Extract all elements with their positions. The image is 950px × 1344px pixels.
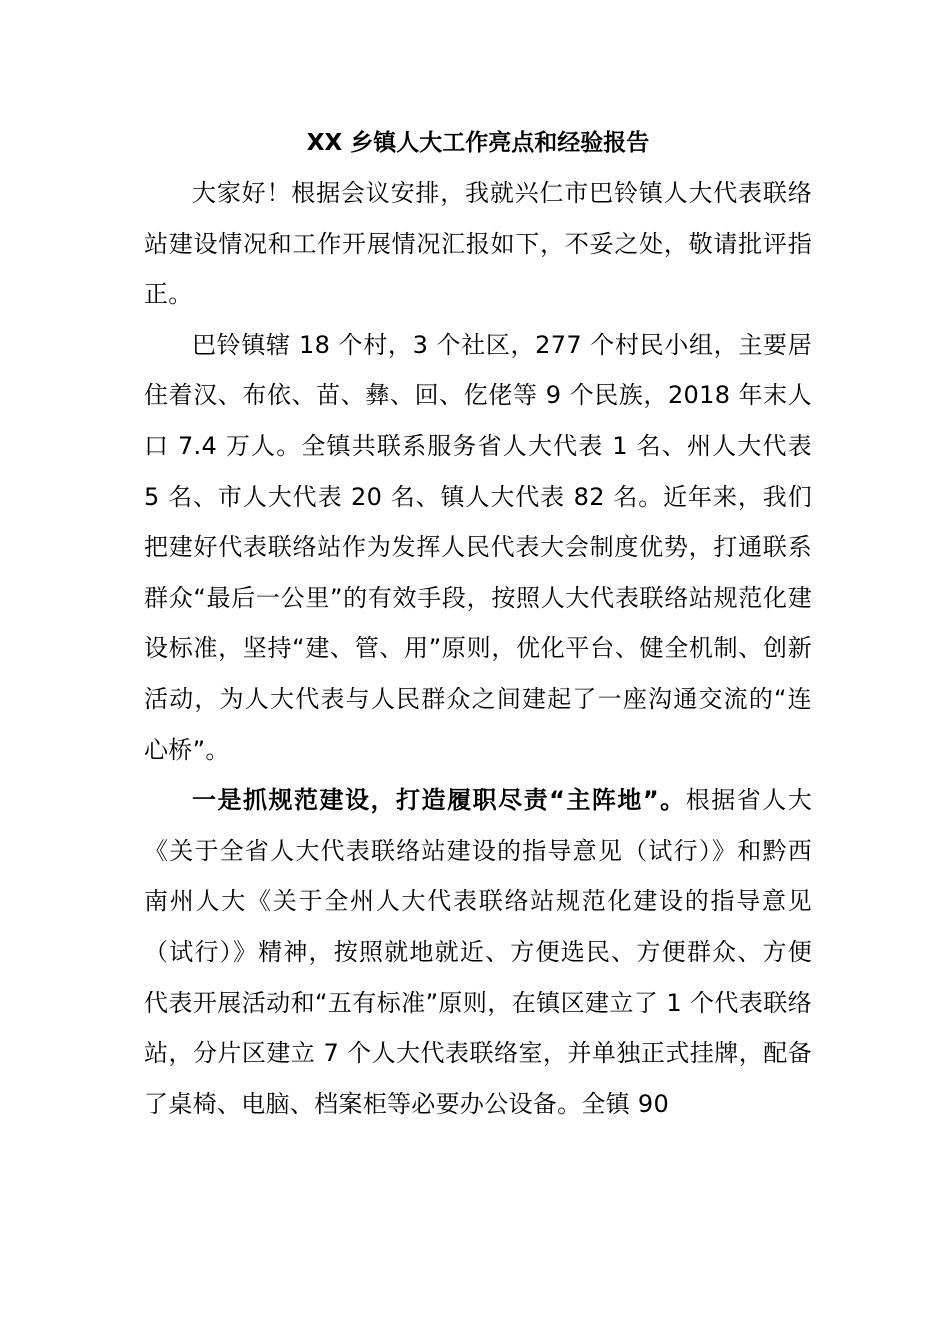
section-one-text: 根据省人大《关于全省人大代表联络站建设的指导意见（试行）》和黔西南州人大《关于全州人大代表联络站规范化建设的指导意见（试行）》精神，按照就地就近、方便选民、方便群众、方便代表开展活动和“五有标准”原则，在镇区建立了 1 个代表联络站，分片区建立 7 个人大代表联络室，并单独正式挂牌，配备了桌椅、电脑、档案柜等必要办公设备。全镇 90: [144, 786, 813, 1118]
document-page: [144, 118, 812, 1129]
document-title: XX 乡镇人大工作亮点和经验报告: [306, 130, 650, 156]
paragraph-greeting-text: 大家好！根据会议安排，我就兴仁市巴铃镇人大代表联络站建设情况和工作开展情况汇报如下，不妥之处，敬请批评指正。: [144, 179, 812, 309]
paragraph-greeting: [144, 168, 812, 320]
paragraph-overview: [144, 320, 812, 775]
paragraph-section-one: [144, 775, 812, 1129]
section-one-heading: 一是抓规范建设，打造履职尽责“主阵地”。: [192, 786, 686, 815]
paragraph-overview-text: 巴铃镇辖 18 个村，3 个社区，277 个村民小组，主要居住着汉、布依、苗、彝、回、仡佬等 9 个民族，2018 年末人口 7.4 万人。全镇共联系服务省人大代表 1 名、州人大代表 5 名、市人大代表 20 名、镇人大代表 82 名。近年来，我们把建好代表联络站作为发挥人民代表大会制度优势，打通联系群众“最后一公里”的有效手段，按照人大代表联络站规范化建设标准，坚持“建、管、用”原则，优化平台、健全机制、创新活动，为人大代表与人民群众之间建起了一座沟通交流的“连心桥”。: [144, 330, 812, 764]
